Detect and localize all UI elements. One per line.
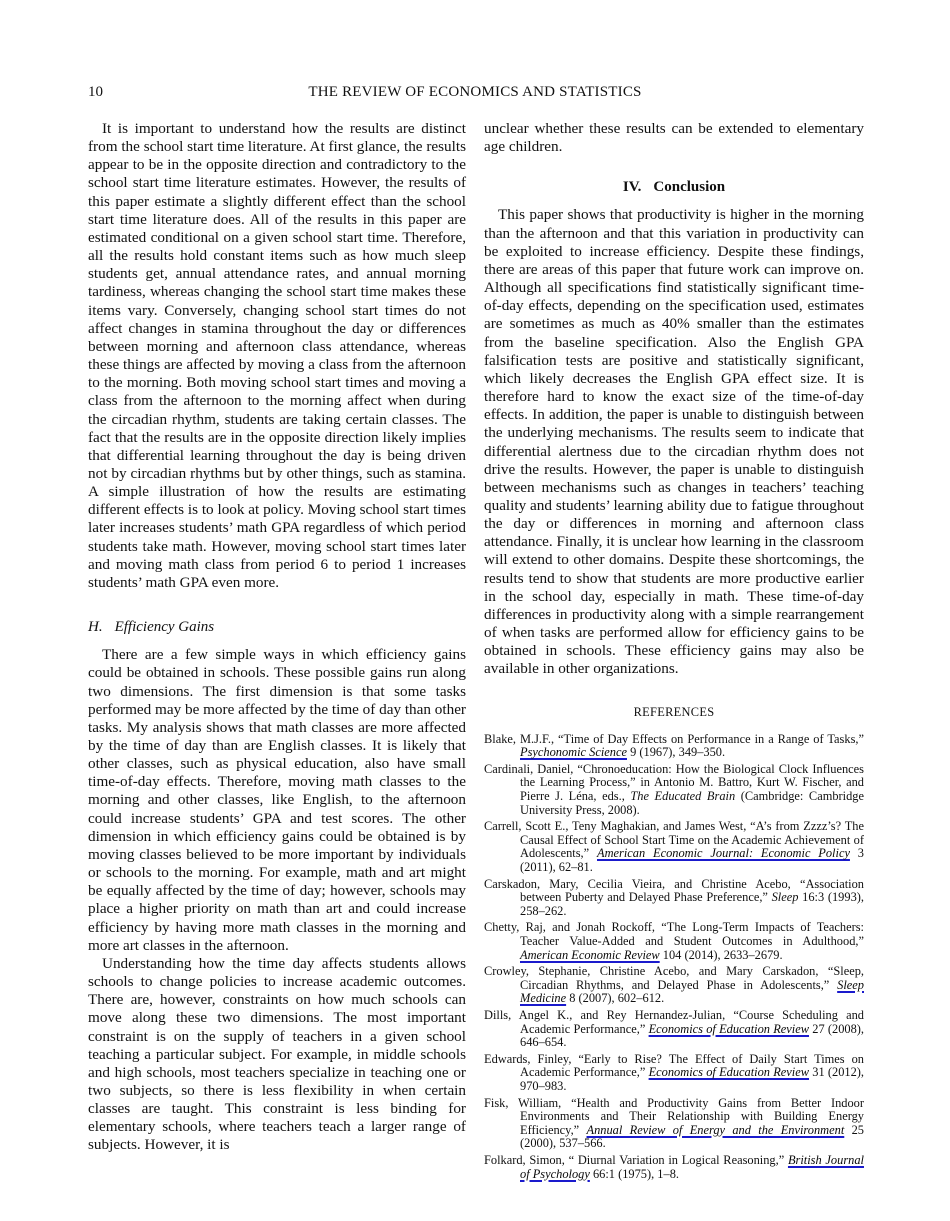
reference-item: Carrell, Scott E., Teny Maghakian, and James West, “A’s from Zzzz’s? The Causal Effect of School Start Time on the Academic Achievement of Adolescents,” American Economic Journal: Economic Policy 3 (2011), 62–81. bbox=[484, 819, 864, 875]
paragraph-efficiency-gains: There are a few simple ways in which efficiency gains could be obtained in schools. These possible gains run along two dimensions. The first dimension is that some tasks performed may be more affected by the time of day than other tasks. My analysis shows that math classes are more affected by the time of day than are English classes. It is likely that other classes, such as physical education, also have small time-of-day effects. Therefore, moving math classes to the morning and other classes, like English, to the afternoon could increase students’ GPA and test scores. The other dimension in which efficiency gains could be obtained is by moving classes believed to be more important by individuals or schools to the morning. For example, math and art might be equally affected by the time of day; however, schools may place a higher priority on math than art and could increase efficiency by having more math classes in the morning and more art classes in the afternoon. bbox=[88, 646, 466, 954]
reference-item: Carskadon, Mary, Cecilia Vieira, and Christine Acebo, “Association between Puberty and Delayed Phase Preference,” Sleep 16:3 (1993), 258–262. bbox=[484, 876, 864, 918]
section-title: Conclusion bbox=[653, 179, 726, 196]
section-heading bbox=[484, 178, 864, 196]
journal-link[interactable]: Economics of Education Review bbox=[648, 1021, 810, 1036]
journal-link[interactable]: British Journal of Psychology bbox=[520, 1152, 864, 1181]
reference-item: Chetty, Raj, and Jonah Rockoff, “The Long-Term Impacts of Teachers: Teacher Value-Added and Student Outcomes in Adulthood,” American Economic Review 104 (2014), 2633–2679. bbox=[484, 920, 864, 962]
journal-title: Sleep bbox=[771, 890, 799, 905]
section-number: IV. bbox=[622, 179, 642, 196]
reference-item: Fisk, William, “Health and Productivity Gains from Better Indoor Environments and Their Relationship with Building Energy Efficiency,” Annual Review of Energy and the Environment 25 (2000), 537–566. bbox=[484, 1095, 864, 1151]
reference-item: Folkard, Simon, “ Diurnal Variation in Logical Reasoning,” British Journal of Psychology 66:1 (1975), 1–8. bbox=[484, 1152, 864, 1181]
reference-item: Cardinali, Daniel, “Chronoeducation: How the Biological Clock Influences the Learning Process,” in Antonio M. Battro, Kurt W. Fischer, and Pierre J. Léna, eds., The Educated Brain (Cambridge: Cambridge University Press, 2008). bbox=[484, 761, 864, 817]
journal-link[interactable]: Economics of Education Review bbox=[648, 1065, 810, 1080]
journal-link[interactable]: American Economic Review bbox=[520, 947, 660, 962]
paragraph-continuation: unclear whether these results can be extended to elementary age children. bbox=[484, 120, 864, 156]
journal-link[interactable]: Psychonomic Science bbox=[520, 745, 627, 760]
reference-item: Blake, M.J.F., “Time of Day Effects on Performance in a Range of Tasks,” Psychonomic Science 9 (1967), 349–350. bbox=[484, 731, 864, 760]
running-head: THE REVIEW OF ECONOMICS AND STATISTICS bbox=[308, 84, 642, 100]
left-column bbox=[88, 120, 466, 1155]
journal-link[interactable]: Annual Review of Energy and the Environment bbox=[586, 1122, 845, 1137]
journal-link[interactable]: Sleep Medicine bbox=[520, 977, 864, 1006]
references-heading: REFERENCES bbox=[633, 704, 715, 719]
subsection-number: H. bbox=[88, 619, 103, 636]
paragraph-distinct-results: It is important to understand how the results are distinct from the school start time literature. At first glance, the results appear to be in the opposite direction and contradictory to the school start time literature estimates. However, the results of this paper estimate a slightly different effect than the school start time literature does. All of the results in this paper are estimated conditional on a given school start time. Therefore, all the results hold constant items such as how much sleep students get, annual attendance rates, and annual morning tardiness, whereas changing the school start time makes these items vary. Conversely, changing school start times do not affect changes in stamina throughout the day or differences between morning and afternoon class attendance, whereas these things are affected by moving a class from the afternoon to the morning. Both moving school start times and moving a class from the afternoon to the morning affect when during the circadian rhythm, students are taking certain classes. The fact that the results are in the opposite direction likely implies that differential learning throughout the day is being driven not by circadian rhythms but by other things, such as stamina. A simple illustration of how the results are estimating different effects is to look at policy. Moving school start times later increases students’ math GPA regardless of which period students take math. However, moving school start times later and moving math class from period 6 to period 1 increases students’ math GPA even more. bbox=[88, 120, 466, 591]
journal-link[interactable]: American Economic Journal: Economic Policy bbox=[597, 846, 850, 861]
subsection-title: Efficiency Gains bbox=[114, 619, 215, 636]
reference-item: Dills, Angel K., and Rey Hernandez-Julian, “Course Scheduling and Academic Performance,” Economics of Education Review 27 (2008), 646–654. bbox=[484, 1007, 865, 1050]
right-column bbox=[484, 120, 864, 1184]
subsection-heading bbox=[88, 618, 466, 636]
references-list bbox=[484, 733, 864, 1181]
page-number: 10 bbox=[88, 84, 103, 100]
paragraph-constraints: Understanding how the time day affects students allows schools to change policies to increase academic outcomes. There are, however, constraints on how much schools can move along these two dimensions. The most important constraint is on the supply of teachers in a given school teaching a particular subject. For example, in middle schools and high schools, most teachers specialize in teaching one or two subjects, so there is less flexibility in when certain classes are taught. This constraint is less binding for elementary schools, where teachers teach a larger range of subjects. However, it is bbox=[88, 954, 466, 1154]
reference-item: Edwards, Finley, “Early to Rise? The Effect of Daily Start Times on Academic Performance,” Economics of Education Review 31 (2012), 970–983. bbox=[484, 1051, 865, 1093]
reference-item: Crowley, Stephanie, Christine Acebo, and Mary Carskadon, “Sleep, Circadian Rhythms, and Delayed Phase in Adolescents,” Sleep Medicine 8 (2007), 602–612. bbox=[484, 964, 864, 1006]
book-title: The Educated Brain bbox=[630, 789, 736, 804]
paragraph-conclusion: This paper shows that productivity is higher in the morning than the afternoon and that this variation in productivity can be exploited to increase efficiency. Despite these findings, there are areas of this paper that future work can improve on. Although all specifications find statistically significant time-of-day effects, depending on the specification used, estimates are sometimes as much as 40% smaller than the estimates from the baseline specification. Also the English GPA falsification tests are positive and statistically significant, which likely decreases the English GPA effect size. It is therefore hard to know the exact size of the time-of-day effects. In addition, the paper is unable to distinguish between the underlying mechanisms. The results seem to indicate that differential alertness due to the circadian rhythm does not drive the results. However, the paper is unable to distinguish between mechanisms such as changes in teachers’ teaching quality and students’ learning ability due to fatigue throughout the day or differences in morning and afternoon class attendance. Finally, it is unclear how learning in the classroom will extend to other domains. Despite these shortcomings, the results tend to show that students are more productive earlier in the school day, especially in math. These time-of-day differences in productivity along with a simple rearrangement of when tasks are performed allow for efficiency gains to be obtained in schools. These efficiency gains may also be available in other organizations. bbox=[484, 206, 864, 678]
